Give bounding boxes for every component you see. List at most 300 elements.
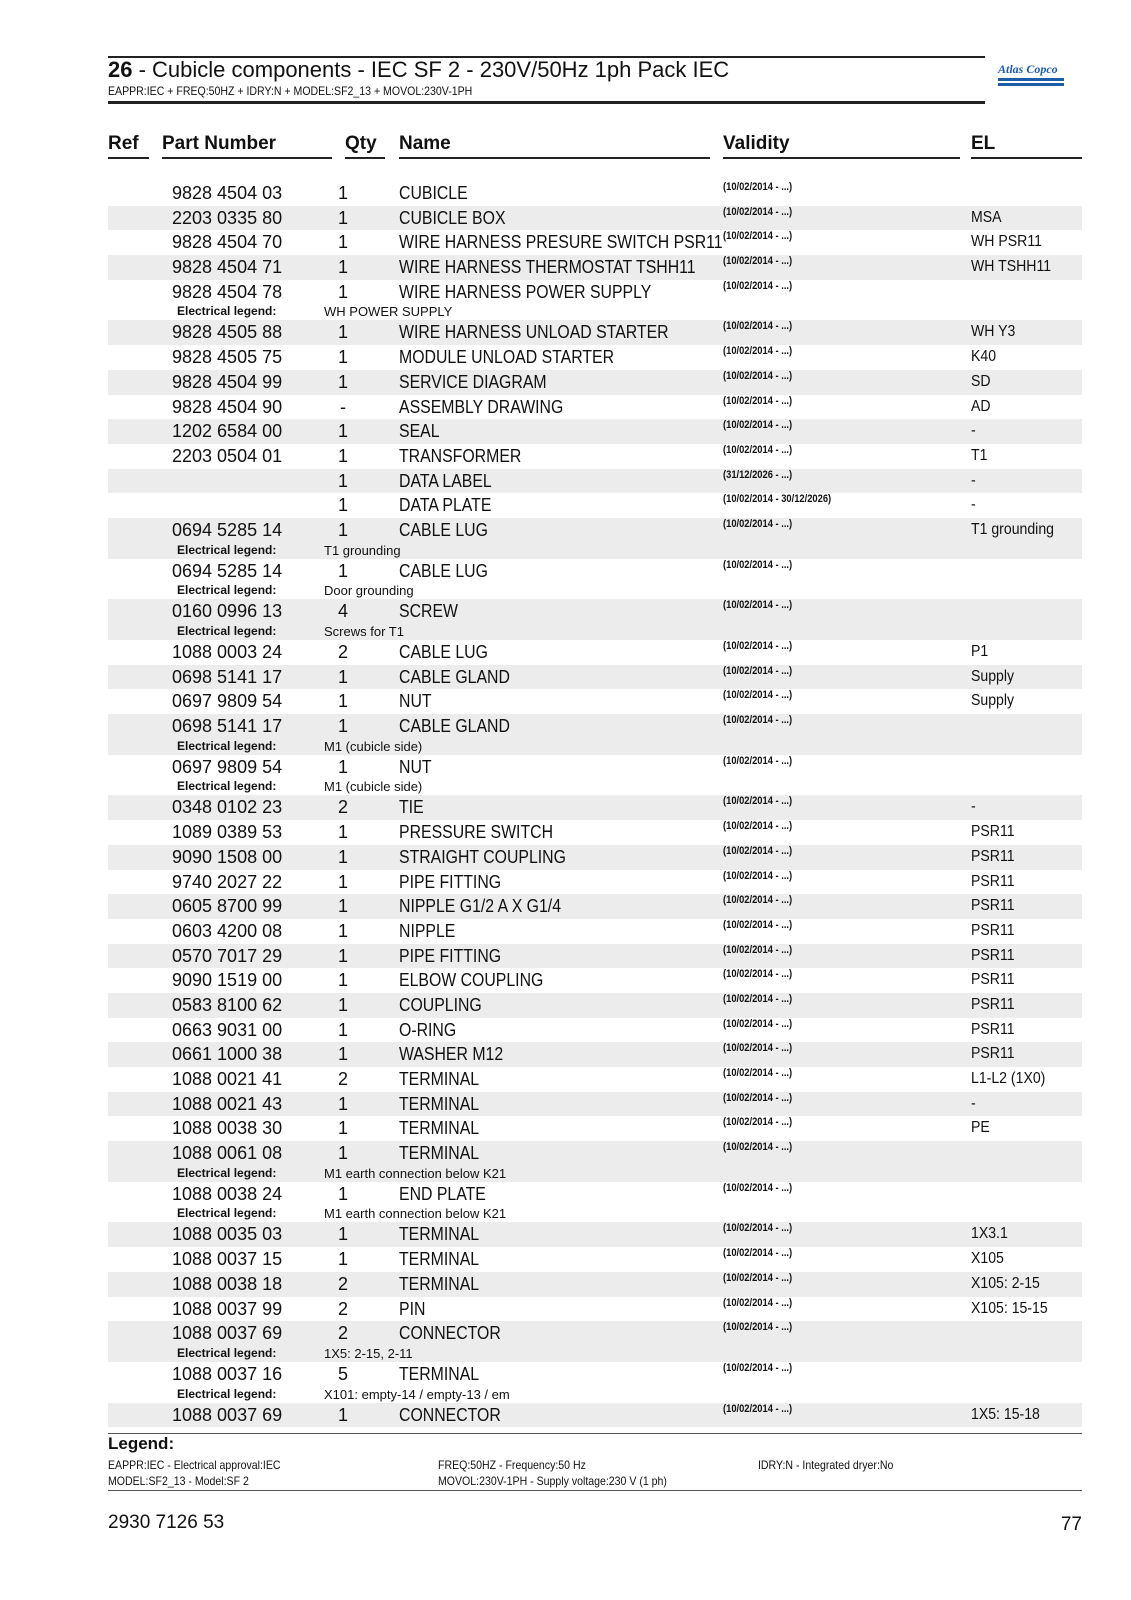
validity-cell: (10/02/2014 - ...) bbox=[723, 795, 793, 808]
qty-cell: 1 bbox=[337, 970, 348, 991]
name-cell: TERMINAL bbox=[399, 1363, 480, 1384]
qty-cell: 1 bbox=[337, 322, 348, 343]
name-cell: CABLE LUG bbox=[399, 560, 488, 581]
validity-cell: (10/02/2014 - ...) bbox=[723, 664, 793, 677]
column-header-ref: Ref bbox=[108, 133, 139, 154]
row-main-line bbox=[108, 1272, 1082, 1297]
validity-cell: (10/02/2014 - ...) bbox=[723, 320, 793, 333]
qty-cell: 1 bbox=[337, 666, 348, 687]
qty-cell: - bbox=[340, 396, 346, 417]
electrical-legend-label: Electrical legend: bbox=[177, 542, 277, 557]
table-row bbox=[108, 206, 1082, 231]
validity-cell: (10/02/2014 - ...) bbox=[723, 1067, 793, 1079]
document-number: 2930 7126 53 bbox=[108, 1512, 225, 1533]
name-cell: WIRE HARNESS POWER SUPPLY bbox=[399, 281, 652, 302]
part-number-cell: 9828 4504 90 bbox=[172, 396, 283, 417]
name-cell: WASHER M12 bbox=[399, 1044, 504, 1065]
el-cell: X105: 15-15 bbox=[971, 1299, 1048, 1317]
table-row bbox=[108, 599, 1082, 640]
validity-cell: (10/02/2014 - ...) bbox=[723, 943, 793, 956]
qty-cell: 1 bbox=[337, 207, 348, 228]
row-main-line bbox=[108, 1321, 1082, 1346]
name-cell: ELBOW COUPLING bbox=[399, 970, 544, 991]
table-row bbox=[108, 845, 1082, 870]
row-main-line bbox=[108, 469, 1082, 494]
validity-cell: (10/02/2014 - ...) bbox=[723, 869, 793, 882]
name-cell: NUT bbox=[399, 691, 432, 712]
part-number-cell: 0694 5285 14 bbox=[172, 519, 283, 540]
qty-cell: 1 bbox=[337, 1404, 348, 1425]
electrical-legend-text: M1 (cubicle side) bbox=[324, 779, 423, 795]
el-cell: PSR11 bbox=[971, 921, 1015, 939]
row-main-line bbox=[108, 370, 1082, 395]
table-row bbox=[108, 894, 1082, 919]
qty-cell: 1 bbox=[337, 945, 348, 966]
validity-cell: (10/02/2014 - ...) bbox=[723, 640, 793, 652]
row-main-line bbox=[108, 1092, 1082, 1117]
column-header-qty: Qty bbox=[345, 133, 377, 154]
part-number-cell: 9740 2027 22 bbox=[172, 871, 283, 892]
qty-cell: 1 bbox=[337, 871, 348, 892]
row-main-line bbox=[108, 870, 1082, 895]
name-cell: SEAL bbox=[399, 421, 440, 442]
part-number-cell: 1088 0061 08 bbox=[172, 1143, 283, 1164]
row-main-line bbox=[108, 919, 1082, 944]
part-number-cell: 1088 0035 03 bbox=[172, 1224, 283, 1245]
qty-cell: 1 bbox=[337, 347, 348, 368]
table-row bbox=[108, 1141, 1082, 1182]
validity-cell: (10/02/2014 - ...) bbox=[723, 558, 793, 571]
row-main-line bbox=[108, 1222, 1082, 1247]
name-cell: NIPPLE G1/2 A X G1/4 bbox=[399, 896, 562, 917]
part-number-cell: 9828 4504 03 bbox=[172, 183, 283, 203]
row-main-line bbox=[108, 395, 1082, 420]
column-rule-name bbox=[399, 157, 710, 159]
section-number: 26 bbox=[108, 57, 133, 82]
qty-cell: 1 bbox=[337, 183, 348, 203]
validity-cell: (10/02/2014 - ...) bbox=[723, 1222, 793, 1235]
electrical-legend-line bbox=[108, 543, 1082, 559]
electrical-legend-label: Electrical legend: bbox=[177, 1386, 277, 1401]
validity-cell: (10/02/2014 - ...) bbox=[723, 1361, 793, 1374]
validity-cell: (10/02/2014 - ...) bbox=[723, 820, 793, 833]
electrical-legend-text: Door grounding bbox=[324, 583, 414, 599]
row-main-line bbox=[108, 419, 1082, 444]
el-cell: PSR11 bbox=[971, 971, 1015, 989]
row-main-line bbox=[108, 1141, 1082, 1166]
table-row bbox=[108, 230, 1082, 255]
part-number-cell: 9828 4504 71 bbox=[172, 257, 283, 278]
electrical-legend-text: 1X5: 2-15, 2-11 bbox=[324, 1345, 413, 1361]
validity-cell: (10/02/2014 - ...) bbox=[723, 754, 793, 767]
row-main-line bbox=[108, 444, 1082, 469]
el-cell: AD bbox=[971, 397, 991, 415]
validity-cell: (10/02/2014 - ...) bbox=[723, 844, 793, 857]
legend-title: Legend: bbox=[108, 1434, 175, 1453]
qty-cell: 1 bbox=[337, 1044, 348, 1065]
validity-cell: (10/02/2014 - ...) bbox=[723, 1296, 793, 1309]
qty-cell: 1 bbox=[337, 470, 348, 491]
validity-cell: (10/02/2014 - ...) bbox=[723, 714, 793, 727]
part-number-cell: 1088 0038 18 bbox=[172, 1273, 283, 1294]
part-number-cell: 0698 5141 17 bbox=[172, 666, 283, 687]
table-row bbox=[108, 1297, 1082, 1322]
qty-cell: 1 bbox=[337, 281, 348, 302]
validity-cell: (10/02/2014 - ...) bbox=[723, 394, 793, 407]
part-number-cell: 1088 0037 15 bbox=[172, 1249, 283, 1270]
electrical-legend-text: M1 earth connection below K21 bbox=[324, 1165, 507, 1181]
part-number-cell: 1088 0037 99 bbox=[172, 1298, 283, 1319]
table-row bbox=[108, 1222, 1082, 1247]
column-rule-part-number bbox=[162, 157, 332, 159]
column-header-validity: Validity bbox=[723, 133, 790, 154]
el-cell: PSR11 bbox=[971, 823, 1015, 841]
part-number-cell: 1088 0021 43 bbox=[172, 1093, 283, 1114]
el-cell: 1X3.1 bbox=[971, 1225, 1008, 1243]
row-main-line bbox=[108, 689, 1082, 714]
el-cell: P1 bbox=[971, 643, 989, 660]
name-cell: CONNECTOR bbox=[399, 1323, 501, 1344]
table-row bbox=[108, 944, 1082, 969]
row-main-line bbox=[108, 518, 1082, 543]
table-row bbox=[108, 255, 1082, 280]
table-row bbox=[108, 280, 1082, 321]
qty-cell: 1 bbox=[337, 257, 348, 278]
electrical-legend-line bbox=[108, 1346, 1082, 1362]
row-main-line bbox=[108, 993, 1082, 1018]
name-cell: CUBICLE BOX bbox=[399, 207, 506, 228]
electrical-legend-text: X101: empty-14 / empty-13 / em bbox=[324, 1386, 510, 1402]
row-main-line bbox=[108, 944, 1082, 969]
part-number-cell: 0160 0996 13 bbox=[172, 601, 283, 622]
validity-cell: (10/02/2014 - ...) bbox=[723, 1017, 793, 1030]
row-main-line bbox=[108, 845, 1082, 870]
qty-cell: 1 bbox=[337, 495, 348, 516]
table-row bbox=[108, 640, 1082, 665]
el-cell: SD bbox=[971, 372, 991, 390]
column-header-part-number: Part Number bbox=[162, 133, 277, 154]
table-row bbox=[108, 755, 1082, 796]
table-row bbox=[108, 1092, 1082, 1117]
table-row bbox=[108, 1403, 1082, 1428]
electrical-legend-line bbox=[108, 624, 1082, 640]
name-cell: PIPE FITTING bbox=[399, 945, 502, 966]
table-row bbox=[108, 1362, 1082, 1403]
name-cell: TERMINAL bbox=[399, 1069, 480, 1089]
table-row bbox=[108, 1182, 1082, 1223]
name-cell: CONNECTOR bbox=[399, 1404, 501, 1425]
validity-cell: (10/02/2014 - ...) bbox=[723, 689, 793, 702]
table-row bbox=[108, 919, 1082, 944]
validity-cell: (10/02/2014 - ...) bbox=[723, 419, 793, 432]
row-main-line bbox=[108, 1182, 1082, 1207]
row-main-line bbox=[108, 345, 1082, 370]
part-number-cell: 1088 0037 69 bbox=[172, 1323, 283, 1344]
table-row bbox=[108, 559, 1082, 600]
el-cell: MSA bbox=[971, 208, 1002, 226]
validity-cell: (10/02/2014 - ...) bbox=[723, 205, 793, 218]
validity-cell: (10/02/2014 - ...) bbox=[723, 992, 793, 1005]
name-cell: STRAIGHT COUPLING bbox=[399, 846, 566, 867]
qty-cell: 1 bbox=[337, 232, 348, 253]
name-cell: CABLE GLAND bbox=[399, 716, 510, 737]
part-number-cell: 1088 0021 41 bbox=[172, 1069, 283, 1089]
logo-bar bbox=[998, 83, 1064, 86]
part-number-cell: 0348 0102 23 bbox=[172, 797, 283, 818]
table-row bbox=[108, 419, 1082, 444]
row-main-line bbox=[108, 665, 1082, 690]
qty-cell: 1 bbox=[337, 691, 348, 712]
electrical-legend-line bbox=[108, 1166, 1082, 1182]
name-cell: END PLATE bbox=[399, 1183, 486, 1204]
qty-cell: 1 bbox=[337, 920, 348, 941]
qty-cell: 1 bbox=[337, 560, 348, 581]
row-main-line bbox=[108, 640, 1082, 665]
el-cell: PSR11 bbox=[971, 1020, 1015, 1038]
qty-cell: 1 bbox=[337, 371, 348, 392]
validity-cell: (10/02/2014 - ...) bbox=[723, 1247, 793, 1260]
part-number-cell: 9828 4504 70 bbox=[172, 232, 283, 253]
validity-cell: (10/02/2014 - ...) bbox=[723, 1042, 793, 1055]
validity-cell: (10/02/2014 - ...) bbox=[723, 255, 793, 268]
name-cell: TIE bbox=[399, 797, 424, 818]
el-cell: T1 bbox=[971, 446, 988, 464]
row-main-line bbox=[108, 820, 1082, 845]
electrical-legend-text: Screws for T1 bbox=[324, 624, 404, 639]
electrical-legend-line bbox=[108, 779, 1082, 795]
row-main-line bbox=[108, 599, 1082, 624]
table-row bbox=[108, 181, 1082, 206]
section-title: - Cubicle components - IEC SF 2 - 230V/50Hz 1ph Pack IEC bbox=[132, 57, 730, 82]
row-main-line bbox=[108, 1362, 1082, 1387]
logo-text: Atlas Copco bbox=[998, 62, 1058, 76]
part-number-cell: 0694 5285 14 bbox=[172, 560, 283, 581]
table-row bbox=[108, 968, 1082, 993]
el-cell: PE bbox=[971, 1119, 990, 1137]
table-row bbox=[108, 1116, 1082, 1141]
name-cell: TERMINAL bbox=[399, 1224, 480, 1245]
validity-cell: (10/02/2014 - ...) bbox=[723, 1321, 793, 1334]
table-row bbox=[108, 714, 1082, 755]
qty-cell: 1 bbox=[337, 1143, 348, 1164]
name-cell: PIN bbox=[399, 1298, 426, 1319]
part-number-cell: 2203 0335 80 bbox=[172, 207, 283, 228]
validity-cell: (10/02/2014 - ...) bbox=[723, 1271, 793, 1284]
part-number-cell: 9828 4504 99 bbox=[172, 371, 283, 392]
column-rule-validity bbox=[723, 157, 960, 159]
el-cell: PSR11 bbox=[971, 897, 1015, 915]
part-number-cell: 1088 0038 30 bbox=[172, 1118, 283, 1139]
validity-cell: (10/02/2014 - ...) bbox=[723, 345, 793, 358]
legend-idry: IDRY:N - Integrated dryer:No bbox=[758, 1458, 894, 1472]
validity-cell: (10/02/2014 - 30/12/2026) bbox=[723, 493, 832, 506]
qty-cell: 1 bbox=[337, 846, 348, 867]
part-number-cell: 9090 1519 00 bbox=[172, 970, 283, 991]
row-main-line bbox=[108, 894, 1082, 919]
el-cell: Supply bbox=[971, 667, 1015, 685]
qty-cell: 1 bbox=[337, 1118, 348, 1139]
part-number-cell: 9090 1508 00 bbox=[172, 846, 283, 867]
row-main-line bbox=[108, 230, 1082, 255]
page-subtitle: EAPPR:IEC + FREQ:50HZ + IDRY:N + MODEL:SF2_13 + MOVOL:230V-1PH bbox=[108, 84, 473, 98]
part-number-cell: 1088 0037 69 bbox=[172, 1404, 283, 1425]
table-row bbox=[108, 993, 1082, 1018]
parts-table bbox=[108, 181, 1082, 1427]
validity-cell: (31/12/2026 - ...) bbox=[723, 468, 793, 481]
table-row bbox=[108, 370, 1082, 395]
qty-cell: 1 bbox=[337, 519, 348, 540]
qty-cell: 1 bbox=[337, 822, 348, 843]
electrical-legend-label: Electrical legend: bbox=[177, 1206, 277, 1221]
row-main-line bbox=[108, 1067, 1082, 1092]
row-main-line bbox=[108, 1247, 1082, 1272]
validity-cell: (10/02/2014 - ...) bbox=[723, 1091, 793, 1104]
row-main-line bbox=[108, 255, 1082, 280]
el-cell: - bbox=[971, 1094, 976, 1112]
part-number-cell: 0661 1000 38 bbox=[172, 1044, 283, 1065]
electrical-legend-text: M1 earth connection below K21 bbox=[324, 1206, 507, 1222]
name-cell: WIRE HARNESS PRESURE SWITCH PSR11 bbox=[399, 232, 723, 253]
qty-cell: 2 bbox=[337, 1323, 348, 1344]
part-number-cell: 0583 8100 62 bbox=[172, 994, 283, 1015]
electrical-legend-label: Electrical legend: bbox=[177, 779, 277, 794]
part-number-cell: 1088 0003 24 bbox=[172, 642, 283, 662]
part-number-cell: 0663 9031 00 bbox=[172, 1019, 283, 1040]
el-cell: WH PSR11 bbox=[971, 233, 1042, 251]
el-cell: Supply bbox=[971, 692, 1015, 710]
part-number-cell: 0603 4200 08 bbox=[172, 920, 283, 941]
page-title bbox=[108, 56, 729, 84]
el-cell: PSR11 bbox=[971, 847, 1015, 865]
el-cell: - bbox=[971, 496, 976, 514]
el-cell: - bbox=[971, 422, 976, 440]
electrical-legend-text: WH POWER SUPPLY bbox=[324, 304, 453, 320]
row-main-line bbox=[108, 320, 1082, 345]
electrical-legend-line bbox=[108, 583, 1082, 599]
el-cell: K40 bbox=[971, 348, 997, 366]
part-number-cell: 0605 8700 99 bbox=[172, 896, 283, 917]
el-cell: T1 grounding bbox=[971, 520, 1054, 538]
validity-cell: (10/02/2014 - ...) bbox=[723, 894, 793, 907]
el-cell: - bbox=[971, 471, 976, 489]
part-number-cell: 1088 0037 16 bbox=[172, 1363, 283, 1384]
column-header-el: EL bbox=[971, 133, 996, 154]
name-cell: CUBICLE bbox=[399, 183, 468, 203]
name-cell: DATA LABEL bbox=[399, 470, 492, 491]
name-cell: PIPE FITTING bbox=[399, 871, 502, 892]
row-main-line bbox=[108, 1403, 1082, 1428]
el-cell: X105: 2-15 bbox=[971, 1274, 1040, 1292]
name-cell: PRESSURE SWITCH bbox=[399, 822, 554, 843]
table-row bbox=[108, 395, 1082, 420]
electrical-legend-text: M1 (cubicle side) bbox=[324, 738, 423, 754]
column-rule-qty bbox=[345, 157, 385, 159]
row-main-line bbox=[108, 1116, 1082, 1141]
part-number-cell: 9828 4504 78 bbox=[172, 281, 283, 302]
qty-cell: 1 bbox=[337, 716, 348, 737]
qty-cell: 1 bbox=[337, 1249, 348, 1270]
part-number-cell: 1088 0038 24 bbox=[172, 1183, 283, 1204]
row-main-line bbox=[108, 1297, 1082, 1322]
atlas-copco-logo bbox=[998, 62, 1064, 96]
electrical-legend-label: Electrical legend: bbox=[177, 624, 277, 638]
validity-cell: (10/02/2014 - ...) bbox=[723, 517, 793, 530]
qty-cell: 2 bbox=[337, 1273, 348, 1294]
electrical-legend-line bbox=[108, 304, 1082, 320]
logo-bar bbox=[998, 78, 1064, 81]
electrical-legend-label: Electrical legend: bbox=[177, 1345, 277, 1360]
validity-cell: (10/02/2014 - ...) bbox=[723, 279, 793, 292]
name-cell: O-RING bbox=[399, 1019, 457, 1040]
name-cell: TERMINAL bbox=[399, 1118, 480, 1139]
column-rule-el bbox=[971, 157, 1082, 159]
table-row bbox=[108, 469, 1082, 494]
el-cell: X105 bbox=[971, 1250, 1004, 1268]
part-number-cell: 0570 7017 29 bbox=[172, 945, 283, 966]
row-main-line bbox=[108, 206, 1082, 231]
table-row bbox=[108, 444, 1082, 469]
validity-cell: (10/02/2014 - ...) bbox=[723, 1181, 793, 1194]
electrical-legend-line bbox=[108, 1387, 1082, 1403]
row-main-line bbox=[108, 1042, 1082, 1067]
name-cell: COUPLING bbox=[399, 994, 482, 1015]
row-main-line bbox=[108, 280, 1082, 305]
table-row bbox=[108, 689, 1082, 714]
part-number-cell: 1089 0389 53 bbox=[172, 822, 283, 843]
validity-cell: (10/02/2014 - ...) bbox=[723, 1116, 793, 1129]
el-cell: PSR11 bbox=[971, 995, 1015, 1013]
legend-eappr: EAPPR:IEC - Electrical approval:IEC bbox=[108, 1458, 281, 1472]
validity-cell: (10/02/2014 - ...) bbox=[723, 230, 793, 243]
name-cell: DATA PLATE bbox=[399, 495, 492, 516]
part-number-cell: 9828 4505 88 bbox=[172, 322, 283, 343]
qty-cell: 1 bbox=[337, 1224, 348, 1245]
qty-cell: 1 bbox=[337, 896, 348, 917]
table-row bbox=[108, 1272, 1082, 1297]
row-main-line bbox=[108, 755, 1082, 780]
qty-cell: 1 bbox=[337, 445, 348, 466]
part-number-cell: 9828 4505 75 bbox=[172, 347, 283, 368]
qty-cell: 1 bbox=[337, 756, 348, 777]
qty-cell: 1 bbox=[337, 1183, 348, 1204]
electrical-legend-line bbox=[108, 1206, 1082, 1222]
el-cell: PSR11 bbox=[971, 946, 1015, 964]
part-number-cell: 0697 9809 54 bbox=[172, 756, 283, 777]
table-row bbox=[108, 1067, 1082, 1092]
el-cell: PSR11 bbox=[971, 1045, 1015, 1063]
name-cell: NUT bbox=[399, 756, 432, 777]
part-number-cell: 1202 6584 00 bbox=[172, 421, 283, 442]
table-row bbox=[108, 1321, 1082, 1362]
table-row bbox=[108, 795, 1082, 820]
qty-cell: 4 bbox=[337, 601, 348, 622]
electrical-legend-label: Electrical legend: bbox=[177, 738, 277, 753]
electrical-legend-text: T1 grounding bbox=[324, 542, 401, 558]
validity-cell: (10/02/2014 - ...) bbox=[723, 1402, 793, 1415]
part-number-cell: 0698 5141 17 bbox=[172, 716, 283, 737]
row-main-line bbox=[108, 968, 1082, 993]
table-row bbox=[108, 1042, 1082, 1067]
qty-cell: 5 bbox=[337, 1363, 348, 1384]
name-cell: CABLE LUG bbox=[399, 519, 488, 540]
name-cell: TERMINAL bbox=[399, 1249, 480, 1270]
table-row bbox=[108, 665, 1082, 690]
table-row bbox=[108, 320, 1082, 345]
el-cell: - bbox=[971, 798, 976, 816]
name-cell: NIPPLE bbox=[399, 920, 456, 941]
table-row bbox=[108, 493, 1082, 518]
name-cell: TERMINAL bbox=[399, 1093, 480, 1114]
